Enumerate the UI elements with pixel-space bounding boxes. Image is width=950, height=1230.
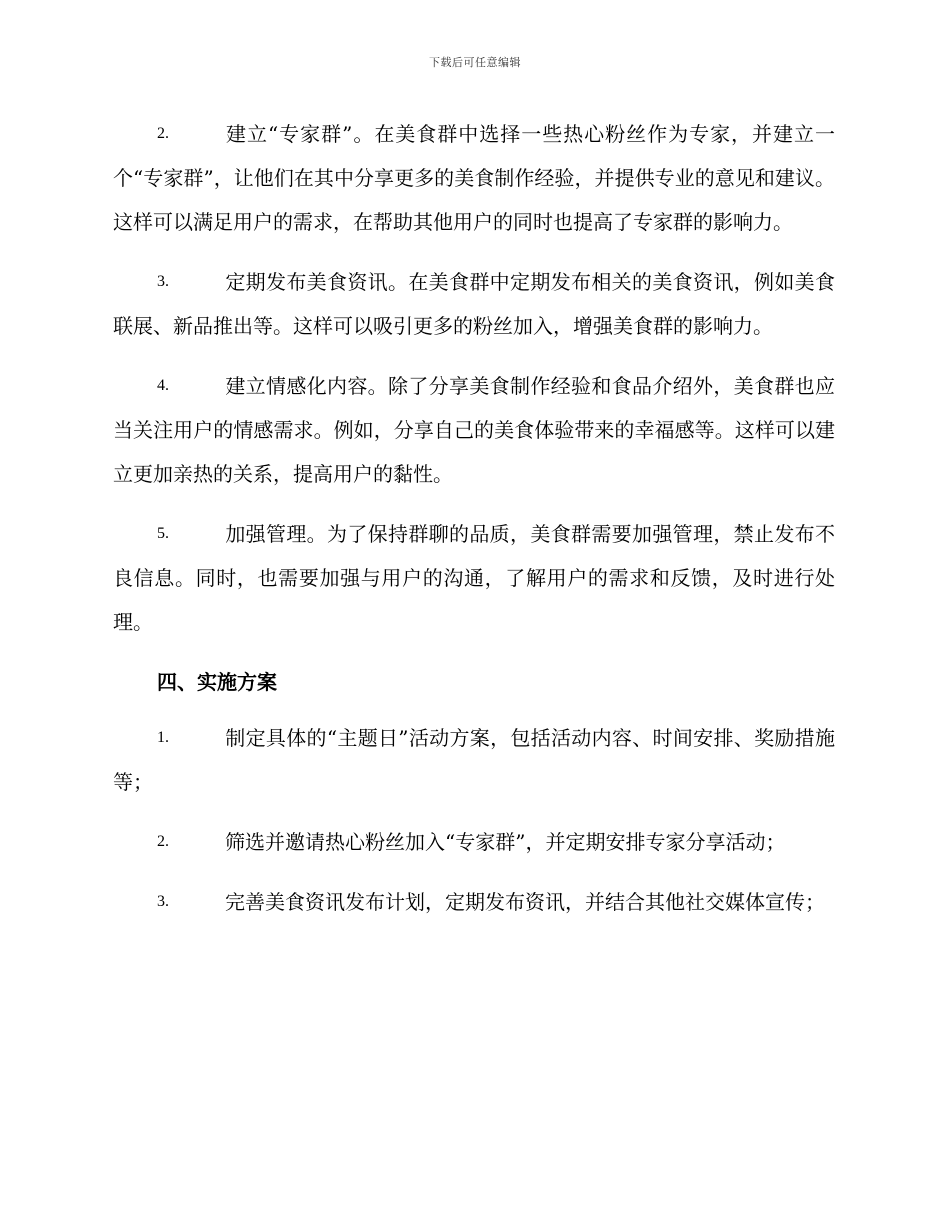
list-item-text: 建立“专家群”。在美食群中选择一些热心粉丝作为专家，并建立一个“专家群”，让他们在其中分享更多的美食制作经验，并提供专业的意见和建议。这样可以满足用户的需求，在帮助其他用户的同时也提高了专家群的影响力。 [113, 122, 835, 234]
list-item-text: 筛选并邀请热心粉丝加入“专家群”，并定期安排专家分享活动； [225, 830, 786, 854]
list-item-text: 定期发布美食资讯。在美食群中定期发布相关的美食资讯，例如美食联展、新品推出等。这样可以吸引更多的粉丝加入，增强美食群的影响力。 [113, 270, 835, 338]
list-item-text: 制定具体的“主题日”活动方案，包括活动内容、时间安排、奖励措施等； [113, 726, 835, 794]
list-item-number: 5. [157, 525, 169, 542]
list-item [113, 112, 835, 244]
list-item-text: 完善美食资讯发布计划，定期发布资讯，并结合其他社交媒体宣传； [225, 890, 825, 914]
list-item-number: 4. [157, 377, 169, 394]
list-item-text: 建立情感化内容。除了分享美食制作经验和食品介绍外，美食群也应当关注用户的情感需求。例如，分享自己的美食体验带来的幸福感等。这样可以建立更加亲热的关系，提高用户的黏性。 [113, 374, 835, 486]
list-item-number: 2. [157, 833, 169, 850]
list-item [113, 880, 835, 924]
list-item [113, 512, 835, 644]
list-item-number: 3. [157, 893, 169, 910]
list-item-number: 3. [157, 273, 169, 290]
list-item [113, 716, 835, 804]
list-item-text: 加强管理。为了保持群聊的品质，美食群需要加强管理，禁止发布不良信息。同时，也需要加强与用户的沟通，了解用户的需求和反馈，及时进行处理。 [113, 522, 835, 634]
list-item-number: 2. [157, 125, 169, 142]
list-item-number: 1. [157, 729, 169, 746]
list-item [113, 364, 835, 496]
page-header: 下载后可任意编辑 [429, 56, 521, 69]
list-item [113, 820, 835, 864]
section-heading: 四、实施方案 [157, 670, 277, 694]
list-item [113, 260, 835, 348]
document-body [113, 112, 835, 940]
